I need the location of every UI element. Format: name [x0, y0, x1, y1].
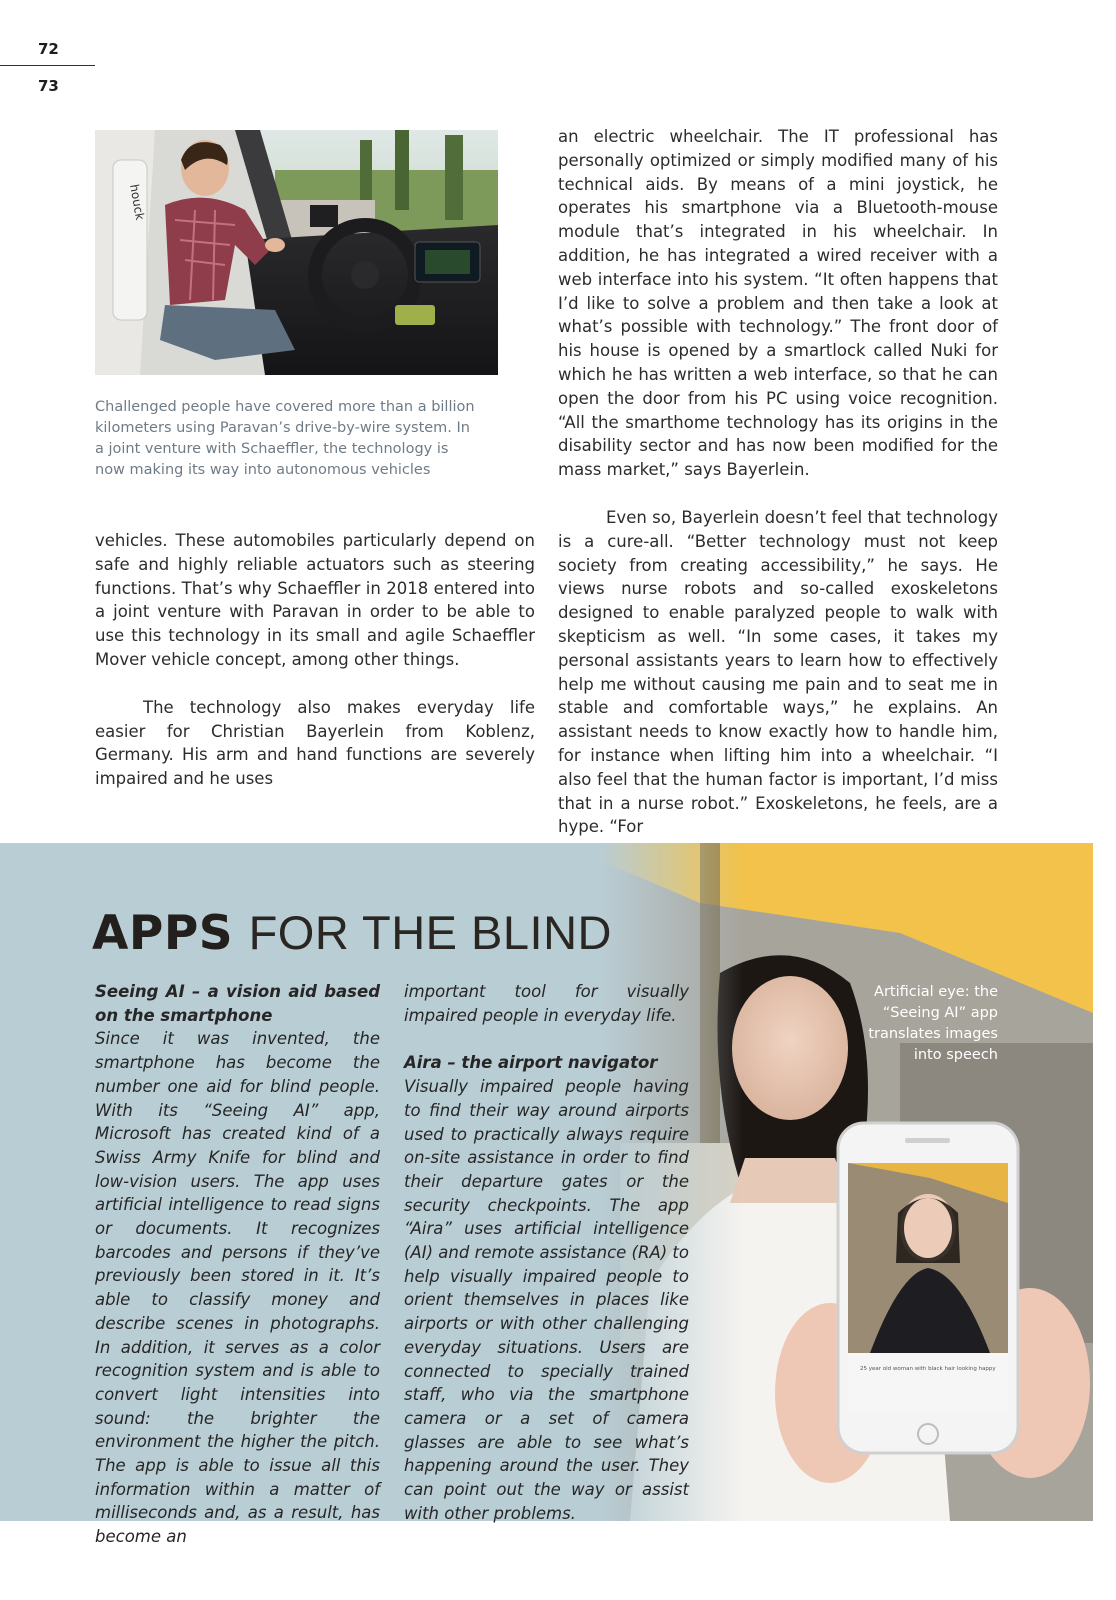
lift-lettering: houck	[127, 183, 148, 222]
seeing-ai-text-continued: important tool for visually impaired people in everyday life.	[404, 982, 689, 1025]
page-number-divider	[0, 65, 95, 66]
page-number-left: 72	[38, 40, 59, 58]
article-column-right	[558, 125, 998, 839]
article-paragraph: The technology also makes everyday life easier for Christian Bayerlein from Koblenz, Germany. His arm and hand functions are severely impaired and he uses	[95, 697, 535, 789]
aira-heading: Aira – the airport navigator	[404, 1053, 658, 1073]
aira-column	[404, 980, 689, 1525]
wheelchair-driver-photo	[95, 130, 498, 375]
page-number-right: 73	[38, 77, 59, 95]
seeing-ai-column	[95, 980, 380, 1549]
box-title-rest: FOR THE BLIND	[248, 906, 612, 959]
seeing-ai-photo-caption: Artificial eye: the “Seeing AI” app translates images into speech	[868, 984, 998, 1063]
article-paragraph: Even so, Bayerlein doesn’t feel that technology is a cure-all. “Better technology must not keep society from creating accessibility,” he says. He views nurse robots and so-called exoskeletons designed to enable paralyzed people to walk with skepticism as well. “In some cases, it takes my personal assistants years to learn how to effectively help me without causing me pain and to seat me in stable and comfortable ways,” he explains. An assistant needs to know exactly how to handle him, for instance when lifting him into a wheelchair. “I also feel that the human factor is important, I’d miss that in a nurse robot.” Exoskeletons, he feels, are a hype. “For	[558, 507, 998, 837]
article-paragraph: an electric wheelchair. The IT professional has personally optimized or simply modified many of his technical aids. By means of a mini joystick, he operates his smartphone via a Bluetooth-mouse module that’s integrated in his wheelchair. In addition, he has integrated a wired receiver with a web interface into his system. “It often happens that I’d like to solve a problem and then take a look at what’s possible with technology.” The front door of his house is opened by a smartlock called Nuki for which he has written a web interface, so that he can open the door from his PC using voice recognition. “All the smarthome technology has its origins in the disability sector and has now been modified for the mass market,” says Bayerlein.	[558, 127, 998, 480]
seeing-ai-heading: Seeing AI – a vision aid based on the smartphone	[95, 982, 380, 1025]
aira-text: Visually impaired people having to find their way around airports used to practically always require on-site assistance in order to find their departure gates or the security checkpoints. The app “Aira” uses artificial intelligence (AI) and remote assistance (RA) to help visually impaired people to orient themselves in places like airports or with other challenging everyday situations. Users are connected to specially trained staff, who via the smartphone camera or a set of camera glasses are able to see what’s happening around the user. They can point out the way or assist with other problems.	[404, 1077, 689, 1523]
seeing-ai-text: Since it was invented, the smartphone has become the number one aid for blind people. With its “Seeing AI” app, Microsoft has created kind of a Swiss Army Knife for blind and low-vision users. The app uses artificial intelligence to read signs or documents. It recognizes barcodes and persons if they’ve previously been stored in it. It’s able to classify money and describe scenes in photographs. In addition, it serves as a color recognition system and is able to convert light intensities into sound: the brighter the environment the higher the pitch. The app is able to issue all this information within a matter of milliseconds and, as a result, has become an	[95, 1029, 380, 1547]
article-paragraph: vehicles. These automobiles particularly depend on safe and highly reliable actuators such as steering functions. That’s why Schaeffler in 2018 entered into a joint venture with Paravan in order to be able to use this technology in its small and agile Schaeffler Mover vehicle concept, among other things.	[95, 531, 535, 669]
article-column-left	[95, 529, 535, 791]
box-title	[92, 905, 612, 961]
apps-for-the-blind-box	[0, 843, 1093, 1547]
photo-caption: Challenged people have covered more than a billion kilometers using Paravan’s drive-by-wire system. In a joint venture with Schaeffler, the technology is now making its way into autonomous vehicles	[95, 399, 475, 478]
box-title-bold: APPS	[92, 906, 234, 961]
